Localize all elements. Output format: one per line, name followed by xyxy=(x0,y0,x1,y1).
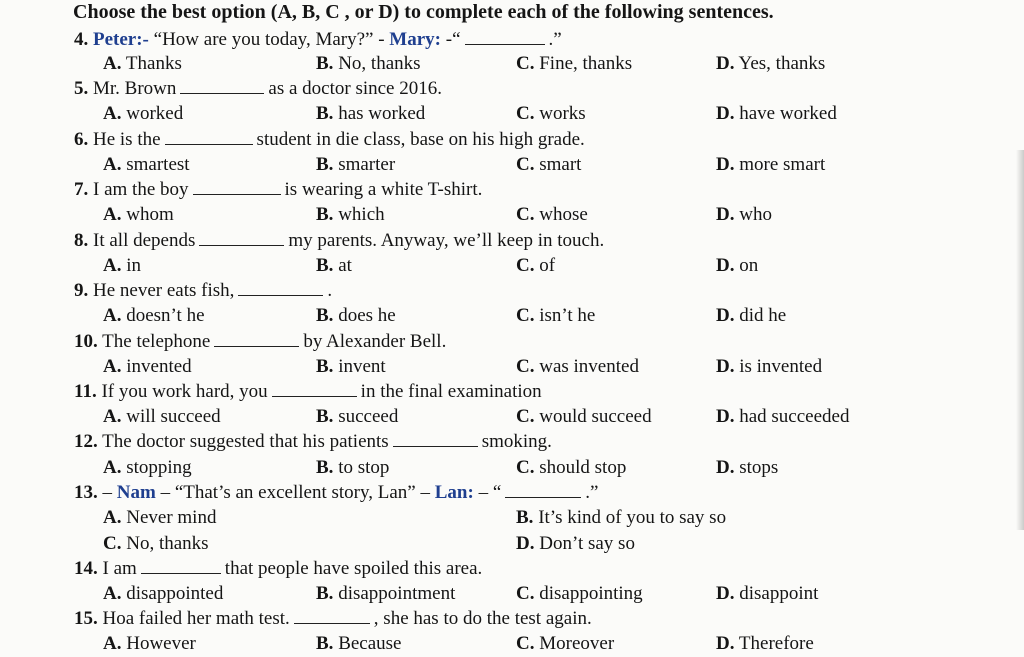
option-c: C. whose xyxy=(516,204,588,225)
question-number: 9. xyxy=(74,280,89,301)
option-c: C. should stop xyxy=(516,457,627,478)
option-b: B. which xyxy=(316,204,385,225)
speaker-peter: Peter:- xyxy=(93,29,149,50)
question-number: 4. xyxy=(74,29,89,50)
answer-blank xyxy=(180,79,264,94)
option-b: B. Because xyxy=(316,633,402,654)
question-15 xyxy=(74,607,592,631)
question-13 xyxy=(74,481,598,505)
option-b: B. It’s kind of you to say so xyxy=(516,507,727,528)
option-c: C. Fine, thanks xyxy=(516,53,633,74)
option-d: D. on xyxy=(716,255,759,276)
question-number: 14. xyxy=(74,558,98,579)
question-text: – “ xyxy=(473,482,502,503)
question-7 xyxy=(74,178,482,202)
question-number: 12. xyxy=(74,431,98,452)
answer-blank xyxy=(199,231,284,246)
question-number: 8. xyxy=(74,230,89,251)
question-text: smoking. xyxy=(481,431,552,452)
option-c: C. would succeed xyxy=(516,406,652,427)
option-c: C. disappointing xyxy=(516,583,643,604)
question-text: -“ xyxy=(441,29,461,50)
question-text: He never eats fish, xyxy=(93,280,235,301)
option-d: D. stops xyxy=(716,457,779,478)
question-text: .” xyxy=(548,29,562,50)
speaker-nam: Nam xyxy=(116,482,156,503)
question-text: student in die class, base on his high grade. xyxy=(256,129,585,150)
question-text: He is the xyxy=(93,129,161,150)
question-text: I am the boy xyxy=(93,179,189,200)
option-c: C. isn’t he xyxy=(516,305,596,326)
question-text: If you work hard, you xyxy=(101,381,268,402)
option-d: D. did he xyxy=(716,305,787,326)
speaker-lan: Lan: xyxy=(434,482,474,503)
question-text: – “That’s an excellent story, Lan” – xyxy=(155,482,435,503)
option-d: D. more smart xyxy=(716,154,826,175)
question-5 xyxy=(74,77,442,101)
option-b: B. No, thanks xyxy=(316,53,421,74)
option-b: B. disappointment xyxy=(316,583,456,604)
option-a: A. in xyxy=(103,255,142,276)
option-b: B. to stop xyxy=(316,457,390,478)
option-c: C. works xyxy=(516,103,586,124)
option-d: D. Yes, thanks xyxy=(716,53,826,74)
option-d: D. have worked xyxy=(716,103,837,124)
option-c: C. smart xyxy=(516,154,582,175)
question-9 xyxy=(74,279,332,303)
question-12 xyxy=(74,430,552,454)
question-text: my parents. Anyway, we’ll keep in touch. xyxy=(288,230,605,251)
option-a: A. whom xyxy=(103,204,174,225)
option-d: D. Therefore xyxy=(716,633,814,654)
question-text: in the final examination xyxy=(360,381,542,402)
answer-blank xyxy=(141,559,221,574)
answer-blank xyxy=(294,609,370,624)
answer-blank xyxy=(393,432,478,447)
answer-blank xyxy=(465,30,545,45)
option-d: D. had succeeded xyxy=(716,406,850,427)
answer-blank xyxy=(193,180,281,195)
question-text: that people have spoiled this area. xyxy=(224,558,483,579)
option-c: C. No, thanks xyxy=(103,533,209,554)
question-8 xyxy=(74,229,604,253)
option-a: A. invented xyxy=(103,356,192,377)
option-d: D. who xyxy=(716,204,772,225)
answer-blank xyxy=(165,130,253,145)
question-text: is wearing a white T-shirt. xyxy=(284,179,483,200)
question-text: “How are you today, Mary?” - xyxy=(148,29,390,50)
question-text: as a doctor since 2016. xyxy=(268,78,442,99)
question-4 xyxy=(74,28,562,52)
question-number: 15. xyxy=(74,608,98,629)
question-text: It all depends xyxy=(93,230,196,251)
answer-blank xyxy=(272,382,357,397)
question-text: – xyxy=(97,482,117,503)
option-a: A. will succeed xyxy=(103,406,221,427)
question-number: 7. xyxy=(74,179,89,200)
question-6 xyxy=(74,128,585,152)
question-10 xyxy=(74,330,446,354)
question-text: .” xyxy=(585,482,599,503)
option-d: D. disappoint xyxy=(716,583,819,604)
answer-blank xyxy=(214,332,299,347)
option-d: D. Don’t say so xyxy=(516,533,635,554)
question-number: 6. xyxy=(74,129,89,150)
question-text: The doctor suggested that his patients xyxy=(102,431,389,452)
option-b: B. succeed xyxy=(316,406,399,427)
question-number: 5. xyxy=(74,78,89,99)
option-a: A. stopping xyxy=(103,457,192,478)
speaker-mary: Mary: xyxy=(389,29,441,50)
question-number: 10. xyxy=(74,331,98,352)
instructions-title: Choose the best option (A, B, C , or D) to complete each of the following sentences. xyxy=(73,1,774,23)
option-a: A. smartest xyxy=(103,154,190,175)
answer-blank xyxy=(505,483,581,498)
option-b: B. at xyxy=(316,255,352,276)
option-a: A. Thanks xyxy=(103,53,182,74)
question-11 xyxy=(74,380,542,404)
page-edge-shadow xyxy=(1016,150,1024,530)
option-b: B. smarter xyxy=(316,154,396,175)
option-b: B. does he xyxy=(316,305,396,326)
option-c: C. of xyxy=(516,255,556,276)
answer-blank xyxy=(238,281,323,296)
option-a: A. However xyxy=(103,633,196,654)
option-a: A. Never mind xyxy=(103,507,217,528)
option-a: A. disappointed xyxy=(103,583,224,604)
option-d: D. is invented xyxy=(716,356,823,377)
question-text: , she has to do the test again. xyxy=(373,608,592,629)
option-c: C. Moreover xyxy=(516,633,615,654)
question-text: The telephone xyxy=(102,331,211,352)
option-c: C. was invented xyxy=(516,356,639,377)
question-text: by Alexander Bell. xyxy=(303,331,447,352)
question-number: 11. xyxy=(74,381,97,402)
option-a: A. doesn’t he xyxy=(103,305,205,326)
question-text: Hoa failed her math test. xyxy=(102,608,290,629)
option-b: B. has worked xyxy=(316,103,426,124)
question-text: Mr. Brown xyxy=(93,78,177,99)
question-14 xyxy=(74,557,482,581)
question-text: I am xyxy=(102,558,137,579)
option-b: B. invent xyxy=(316,356,386,377)
option-a: A. worked xyxy=(103,103,184,124)
question-text: . xyxy=(327,280,333,301)
question-number: 13. xyxy=(74,482,98,503)
